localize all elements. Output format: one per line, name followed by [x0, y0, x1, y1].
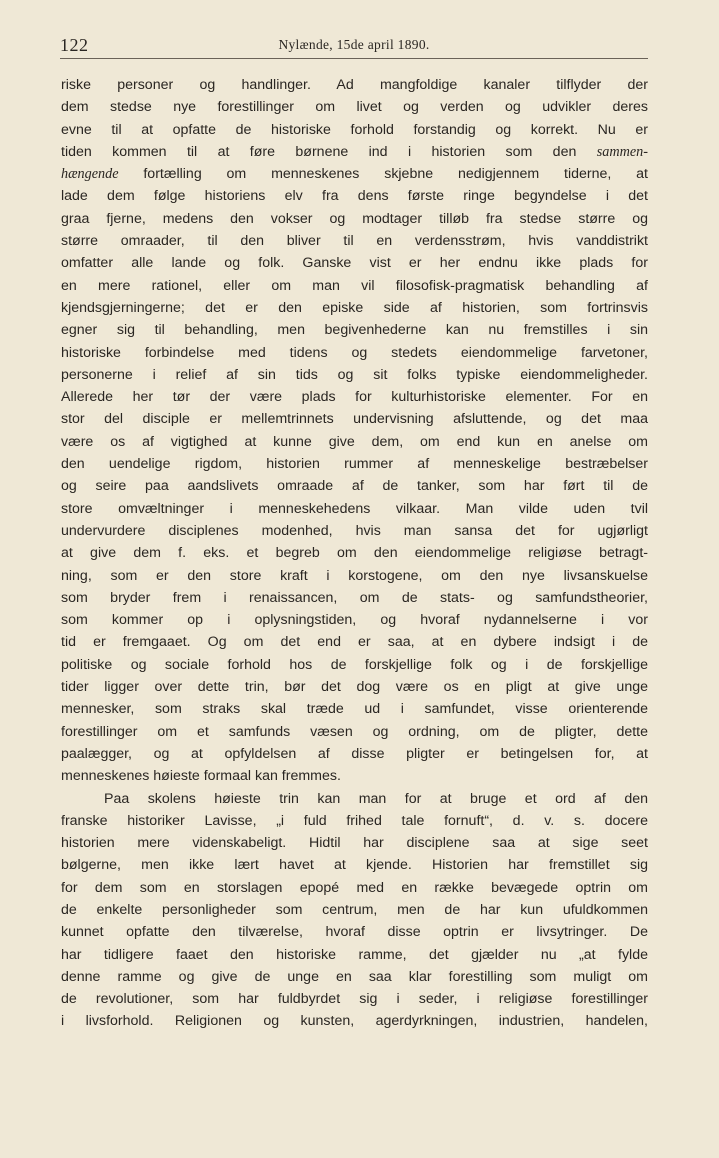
text-line: paalægger, og at opfyldelsen af disse pligter er betingelsen for, at [61, 745, 648, 762]
text-line: politiske og sociale forhold hos de forskjellige folk og i de forskjellige [61, 656, 648, 673]
text-line [61, 141, 648, 163]
italic-word: hængende [61, 166, 119, 183]
text-line: den uendelige rigdom, historien rummer af menneskelige bestræbelser [61, 456, 648, 473]
text-segment: fortælling om menneskenes skjebne nedigjennem tiderne, at [143, 166, 648, 183]
text-line: som bryder frem i renaissancen, om de stats- og samfundstheorier, [61, 589, 648, 606]
text-segment: tiden kommen til at føre børnene ind i historien som den [61, 143, 577, 160]
running-head: Nylænde, 15de april 1890. [278, 37, 430, 52]
text-line: historien mere videnskabeligt. Hidtil har disciplene saa at sige seet [61, 835, 648, 852]
text-line: store omvæltninger i menneskehedens vilkaar. Man vilde uden tvil [61, 500, 648, 517]
italic-word: sammen- [596, 143, 648, 160]
text-line: omfatter alle lande og folk. Ganske vist er her endnu ikke plads for [61, 255, 648, 272]
text-line: være os af vigtighed at kunne give dem, om end kun en anelse om [61, 433, 648, 450]
text-line: og seire paa aandslivets omraade af de tanker, som har ført til de [61, 478, 648, 495]
text-line: denne ramme og give de unge en saa klar forestilling som muligt om [61, 968, 648, 985]
text-line: i livsforhold. Religionen og kunsten, agerdyrkningen, industrien, handelen, [61, 1013, 648, 1030]
paragraph-end-line: menneskenes høieste formaal kan fremmes. [61, 768, 341, 785]
text-line: riske personer og handlinger. Ad mangfoldige kanaler tilflyder der [61, 77, 648, 93]
text-line: stor del disciple er mellemtrinnets undervisning afsluttende, og det maa [61, 411, 648, 428]
text-line: kunnet opfatte den tilværelse, hvoraf disse optrin er livsytringer. De [61, 924, 648, 941]
text-line: har tidligere faaet den historiske ramme, det gjælder nu „at fylde [61, 946, 648, 963]
page-header [60, 34, 648, 59]
text-line: de revolutioner, som har fuldbyrdet sig i seder, i religiøse forestillinger [61, 991, 648, 1008]
text-line: personerne i relief af sin tids og sit folks typiske eiendommeligheder. [61, 366, 648, 383]
text-line: som kommer op i oplysningstiden, og hvoraf nydannelserne i vor [61, 612, 648, 629]
text-line: graa fjerne, medens den vokser og modtager tilløb fra stedse større og [61, 210, 648, 227]
text-line: evne til at opfatte de historiske forhold forstandig og korrekt. Nu er [61, 121, 648, 138]
text-line: ning, som er den store kraft i korstogene, om den nye livsanskuelse [61, 567, 648, 584]
text-line: en mere rationel, eller om man vil filosofisk-pragmatisk behandling af [61, 277, 648, 294]
text-line: større omraader, til den bliver til en verdensstrøm, hvis vanddistrikt [61, 233, 648, 250]
text-line: franske historiker Lavisse, „i fuld frihed tale fornuft“, d. v. s. docere [61, 812, 648, 829]
text-line: dem stedse nye forestillinger om livet og verden og udvikler deres [61, 99, 648, 116]
text-line: at give dem f. eks. et begreb om den eiendommelige religiøse betragt- [61, 545, 648, 562]
text-line: lade dem følge historiens elv fra dens første ringe begyndelse i det [61, 188, 648, 205]
text-line: forestillinger om et samfunds væsen og ordning, om de pligter, dette [61, 723, 648, 740]
text-line [61, 163, 648, 185]
text-line: mennesker, som straks skal træde ud i samfundet, visse orienterende [61, 701, 648, 718]
body-text [61, 74, 648, 1033]
text-line: for dem som en storslagen epopé med en række bevægede optrin om [61, 879, 648, 896]
text-line: tider ligger over dette trin, bør det dog være os en pligt at give unge [61, 679, 648, 696]
page-number: 122 [60, 35, 89, 55]
text-line: de enkelte personligheder som centrum, men de har kun ufuldkommen [61, 901, 648, 918]
text-line: tid er fremgaaet. Og om det end er saa, at en dybere indsigt i de [61, 634, 648, 651]
text-line: undervurdere disciplenes modenhed, hvis man sansa det for ugjørligt [61, 522, 648, 539]
text-line: historiske forbindelse med tidens og stedets eiendommelige farvetoner, [61, 344, 648, 361]
text-line: Allerede her tør der være plads for kulturhistoriske elementer. For en [61, 389, 648, 406]
text-line: egner sig til behandling, men begivenhederne kan nu fremstilles i sin [61, 322, 648, 339]
text-line: bølgerne, men ikke lært havet at kjende. Historien har fremstillet sig [61, 857, 648, 874]
paragraph-start-line: Paa skolens høieste trin kan man for at bruge et ord af den [104, 790, 648, 807]
text-line: kjendsgjerningerne; det er den episke side af historien, som fortrinsvis [61, 299, 648, 316]
